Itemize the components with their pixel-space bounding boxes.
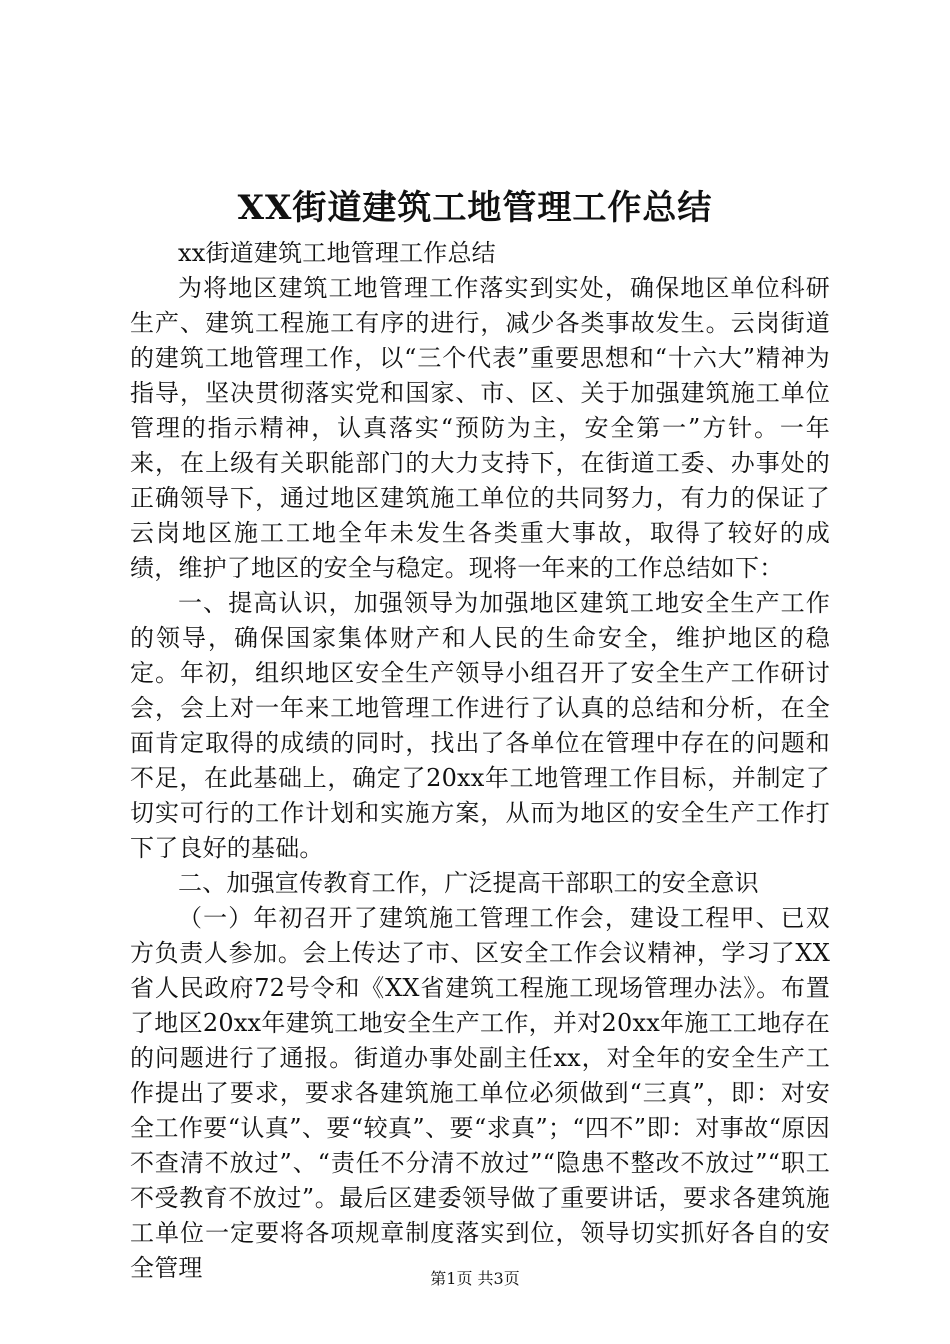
document-title: XX街道建筑工地管理工作总结 [237, 188, 713, 228]
document-body [130, 236, 830, 1286]
section-one-paragraph: 一、提高认识，加强领导为加强地区建筑工地安全生产工作的领导，确保国家集体财产和人民的生命安全，维护地区的稳定。年初，组织地区安全生产领导小组召开了安全生产工作研讨会，会上对一年来工地管理工作进行了认真的总结和分析，在全面肯定取得的成绩的同时，找出了各单位在管理中存在的问题和不足，在此基础上，确定了20xx年工地管理工作目标，并制定了切实可行的工作计划和实施方案，从而为地区的安全生产工作打下了良好的基础。 [130, 589, 830, 862]
intro-paragraph: 为将地区建筑工地管理工作落实到实处，确保地区单位科研生产、建筑工程施工有序的进行，减少各类事故发生。云岗街道的建筑工地管理工作，以“三个代表”重要思想和“十六大”精神为指导，坚决贯彻落实党和国家、市、区、关于加强建筑施工单位管理的指示精神，认真落实“预防为主，安全第一”方针。一年来，在上级有关职能部门的大力支持下，在街道工委、办事处的正确领导下，通过地区建筑施工单位的共同努力，有力的保证了云岗地区施工工地全年未发生各类重大事故，取得了较好的成绩，维护了地区的安全与稳定。现将一年来的工作总结如下： [130, 274, 830, 582]
subtitle-paragraph: xx街道建筑工地管理工作总结 [178, 239, 496, 267]
section-two-heading: 二、加强宣传教育工作，广泛提高干部职工的安全意识 [178, 869, 759, 897]
section-two-item-one-paragraph: （一）年初召开了建筑施工管理工作会，建设工程甲、已双方负责人参加。会上传达了市、区安全工作会议精神，学习了XX省人民政府72号令和《XX省建筑工程施工现场管理办法》。布置了地区20xx年建筑工地安全生产工作，并对20xx年施工工地存在的问题进行了通报。街道办事处副主任xx，对全年的安全生产工作提出了要求，要求各建筑施工单位必须做到“三真”，即：对安全工作要“认真”、要“较真”、要“求真”；“四不”即：对事故“原因不查清不放过”、“责任不分清不放过”“隐患不整改不放过”“职工不受教育不放过”。最后区建委领导做了重要讲话，要求各建筑施工单位一定要将各项规章制度落实到位，领导切实抓好各自的安全管理 [130, 904, 830, 1282]
page-footer: 第1页 共3页 [430, 1269, 520, 1288]
